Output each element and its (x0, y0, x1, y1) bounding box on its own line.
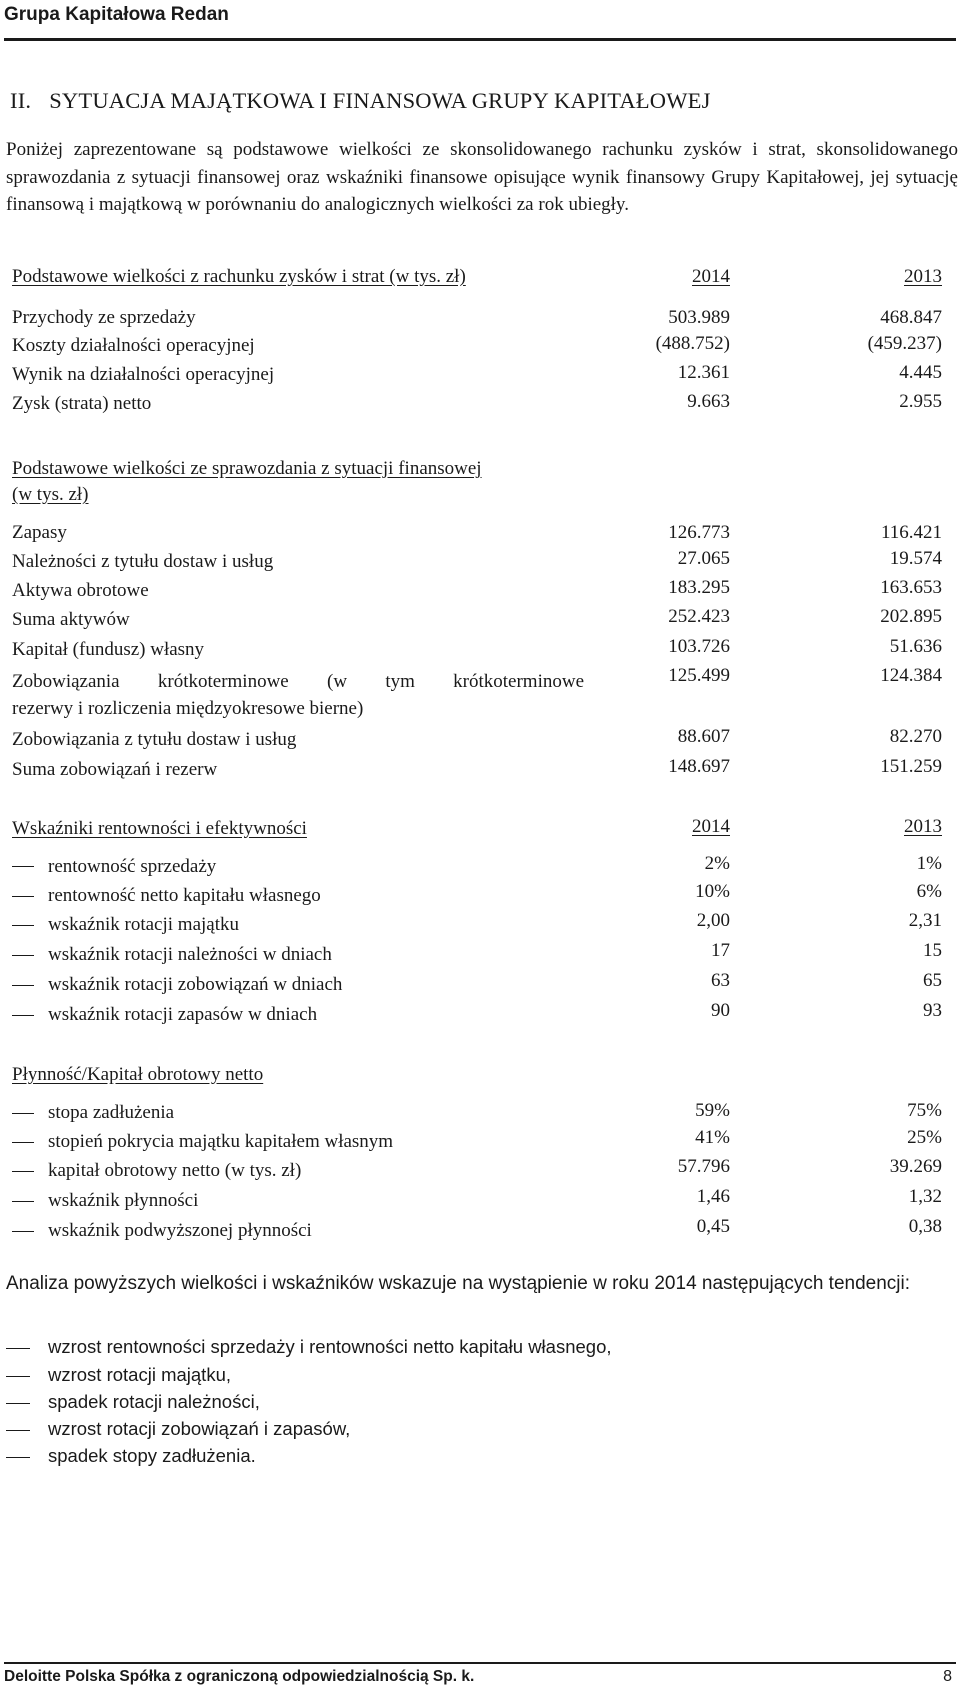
section-title (10, 88, 711, 114)
value-2014: 17 (711, 940, 730, 961)
row-label: Zapasy (12, 522, 67, 543)
dash-bullet (12, 1113, 34, 1114)
value-2013: 25% (907, 1127, 942, 1148)
value-2013: 19.574 (889, 548, 942, 569)
value-2013: 2,31 (908, 910, 942, 931)
row-label: Suma zobowiązań i rezerw (12, 759, 218, 780)
table-row (0, 548, 960, 578)
row-label: rentowność sprzedaży (48, 856, 217, 877)
list-item-text: wzrost rentowności sprzedaży i rentowności netto kapitału własnego, (48, 1336, 612, 1357)
row-label: Zobowiązania z tytułu dostaw i usług (12, 729, 297, 750)
ratio-row (0, 1100, 960, 1130)
dash-bullet (12, 1142, 34, 1143)
dash-bullet (12, 985, 34, 986)
ratio-row (0, 1186, 960, 1216)
list-item-text: wzrost rotacji majątku, (48, 1364, 231, 1385)
row-label-line1: Zobowiązania krótkoterminowe (w tym krótkoterminowe (12, 671, 584, 692)
dash-bullet (6, 1403, 30, 1404)
row-label-line2: rezerwy i rozliczenia międzyokresowe bierne) (12, 698, 364, 719)
profitability-col-2013: 2013 (904, 816, 942, 837)
value-2013: 4.445 (899, 362, 942, 383)
value-2014: 41% (695, 1127, 730, 1148)
income-heading: Podstawowe wielkości z rachunku zysków i strat (w tys. zł) (12, 266, 466, 287)
profitability-heading-row (0, 816, 960, 846)
row-label: rentowność netto kapitału własnego (48, 885, 321, 906)
list-item-text: wzrost rotacji zobowiązań i zapasów, (48, 1418, 351, 1439)
value-2014: 88.607 (677, 726, 730, 747)
ratio-row (0, 1156, 960, 1186)
ratio-row (0, 910, 960, 940)
value-2014: 148.697 (668, 756, 730, 777)
balance-heading-line1: Podstawowe wielkości ze sprawozdania z sytuacji finansowej (12, 458, 482, 479)
table-row (0, 333, 960, 363)
list-item (0, 1445, 960, 1473)
value-2014: 252.423 (668, 606, 730, 627)
dash-bullet (6, 1348, 30, 1349)
value-2013: 116.421 (880, 522, 942, 543)
value-2013: 1% (916, 853, 942, 874)
dash-bullet (6, 1430, 30, 1431)
row-label: Należności z tytułu dostaw i usług (12, 551, 274, 572)
value-2014: 103.726 (668, 636, 730, 657)
list-item (0, 1364, 960, 1392)
value-2013: 202.895 (880, 606, 942, 627)
value-2014: 183.295 (668, 577, 730, 598)
value-2013: 163.653 (880, 577, 942, 598)
row-label: wskaźnik rotacji zapasów w dniach (48, 1004, 318, 1025)
liquidity-heading: Płynność/Kapitał obrotowy netto (12, 1064, 264, 1085)
dash-bullet (12, 1171, 34, 1172)
balance-heading (12, 456, 482, 508)
value-2013: 1,32 (908, 1186, 942, 1207)
balance-heading-line2: (w tys. zł) (12, 484, 89, 505)
value-2013: 65 (923, 970, 942, 991)
ratio-row (0, 1127, 960, 1157)
dash-bullet (12, 866, 34, 867)
intro-paragraph: Poniżej zaprezentowane są podstawowe wielkości ze skonsolidowanego rachunku zysków i strat, skonsolidowanego sprawozdania z sytuacji finansowej oraz wskaźniki finansowe opisujące wynik finansowy Grupy Kapitałowej, jej sytuację finansową i majątkową w porównaniu do analogicznych wielkości za rok ubiegły. (6, 139, 958, 216)
row-label: Koszty działalności operacyjnej (12, 335, 255, 356)
value-2014: 12.361 (677, 362, 730, 383)
row-label: Aktywa obrotowe (12, 580, 149, 601)
value-2014: 2,00 (696, 910, 730, 931)
table-row (0, 362, 960, 392)
table-row (0, 756, 960, 786)
dash-bullet (12, 1201, 34, 1202)
list-item-text: spadek stopy zadłużenia. (48, 1445, 256, 1466)
value-2014: 10% (695, 881, 730, 902)
row-label: Kapitał (fundusz) własny (12, 639, 205, 660)
list-item-text: spadek rotacji należności, (48, 1391, 260, 1412)
ratio-row (0, 940, 960, 970)
value-2014: 90 (711, 1000, 730, 1021)
row-label: Zysk (strata) netto (12, 393, 152, 414)
list-item (0, 1418, 960, 1446)
value-2014: 63 (711, 970, 730, 991)
table-row (0, 665, 960, 721)
row-label: wskaźnik rotacji należności w dniach (48, 944, 332, 965)
value-2013: 51.636 (889, 636, 942, 657)
ratio-row (0, 881, 960, 911)
row-label: wskaźnik płynności (48, 1190, 199, 1211)
analysis-paragraph: Analiza powyższych wielkości i wskaźników wskazuje na wystąpienie w roku 2014 następujących tendencji: (6, 1273, 910, 1294)
table-row (0, 577, 960, 607)
row-label: wskaźnik podwyższonej płynności (48, 1220, 312, 1241)
dash-bullet (12, 925, 34, 926)
value-2013: (459.237) (867, 333, 942, 354)
table-row (0, 391, 960, 421)
value-2014: 0,45 (696, 1216, 730, 1237)
value-2013: 6% (916, 881, 942, 902)
value-2014: 59% (695, 1100, 730, 1121)
row-label: stopień pokrycia majątku kapitałem własnym (48, 1131, 394, 1152)
table-row (0, 606, 960, 636)
dash-bullet (6, 1457, 30, 1458)
income-col-2014: 2014 (692, 266, 730, 287)
row-label: Przychody ze sprzedaży (12, 307, 196, 328)
value-2014: 9.663 (687, 391, 730, 412)
table-row (0, 726, 960, 756)
page-footer (4, 1662, 956, 1685)
dash-bullet (12, 1231, 34, 1232)
row-label: Wynik na działalności operacyjnej (12, 364, 275, 385)
dash-bullet (12, 955, 34, 956)
row-label: wskaźnik rotacji zobowiązań w dniach (48, 974, 343, 995)
ratio-row (0, 1000, 960, 1030)
profitability-heading: Wskaźniki rentowności i efektywności (12, 818, 307, 839)
value-2013: 124.384 (880, 665, 942, 686)
page-header (4, 0, 956, 41)
value-2013: 468.847 (880, 307, 942, 328)
value-2014: (488.752) (655, 333, 730, 354)
value-2014: 27.065 (677, 548, 730, 569)
row-label: wskaźnik rotacji majątku (48, 914, 239, 935)
row-label: Suma aktywów (12, 609, 130, 630)
value-2013: 93 (923, 1000, 942, 1021)
value-2014: 57.796 (677, 1156, 730, 1177)
dash-bullet (6, 1376, 30, 1377)
list-item (0, 1391, 960, 1419)
ratio-row (0, 1216, 960, 1246)
value-2014: 1,46 (696, 1186, 730, 1207)
profitability-col-2014: 2014 (692, 816, 730, 837)
income-heading-row (0, 266, 960, 296)
list-item (0, 1336, 960, 1364)
value-2013: 75% (907, 1100, 942, 1121)
footer-company: Deloitte Polska Spółka z ograniczoną odpowiedzialnością Sp. k. (4, 1668, 475, 1685)
row-label (12, 668, 584, 722)
page-number: 8 (943, 1668, 952, 1685)
section-number: II. (10, 88, 32, 113)
section-title-text: SYTUACJA MAJĄTKOWA I FINANSOWA GRUPY KAPITAŁOWEJ (49, 88, 711, 113)
value-2014: 503.989 (668, 307, 730, 328)
value-2014: 125.499 (668, 665, 730, 686)
table-row (0, 636, 960, 666)
value-2013: 151.259 (880, 756, 942, 777)
dash-bullet (12, 896, 34, 897)
ratio-row (0, 853, 960, 883)
row-label: stopa zadłużenia (48, 1102, 175, 1123)
value-2014: 2% (704, 853, 730, 874)
value-2013: 0,38 (908, 1216, 942, 1237)
value-2013: 2.955 (899, 391, 942, 412)
header-title: Grupa Kapitałowa Redan (4, 4, 229, 25)
dash-bullet (12, 1015, 34, 1016)
value-2013: 82.270 (889, 726, 942, 747)
value-2014: 126.773 (668, 522, 730, 543)
value-2013: 39.269 (889, 1156, 942, 1177)
ratio-row (0, 970, 960, 1000)
income-col-2013: 2013 (904, 266, 942, 287)
row-label: kapitał obrotowy netto (w tys. zł) (48, 1160, 302, 1181)
value-2013: 15 (923, 940, 942, 961)
